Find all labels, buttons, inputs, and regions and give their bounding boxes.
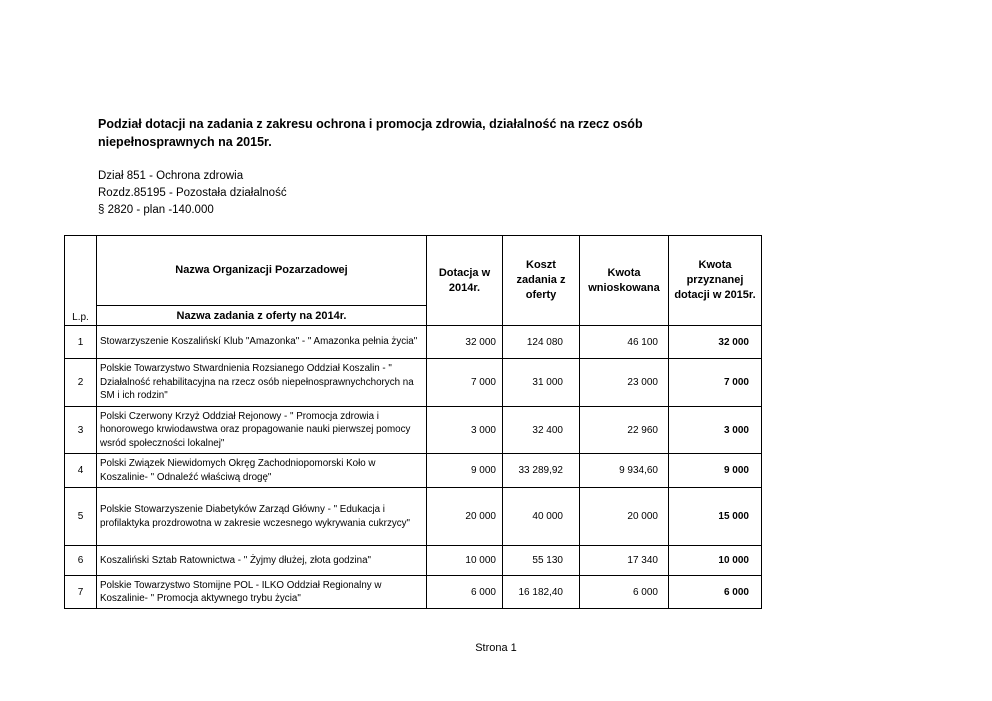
row-name: Polski Czerwony Krzyż Oddział Rejonowy - " Promocja zdrowia i honorowego krwiodawstwa oraz propagowanie nauki pierwszej pomocy wsród społeczności lokalnej" xyxy=(97,407,427,454)
row-koszt: 31 000 xyxy=(503,359,580,407)
row-dotacja: 3 000 xyxy=(427,407,503,454)
row-name: Polskie Towarzystwo Stwardnienia Rozsianego Oddział Koszalin - " Działalność rehabilitacyjna na rzecz osób niepełnosprawnychchorych na SM i ich rodzin" xyxy=(97,359,427,407)
header-kwota-przyznana: Kwota przyznanej dotacji w 2015r. xyxy=(669,236,762,326)
row-dotacja: 7 000 xyxy=(427,359,503,407)
header-org-name: Nazwa Organizacji Pozarzadowej xyxy=(97,236,427,306)
row-przyznana: 15 000 xyxy=(669,488,762,546)
dzial-line: Dział 851 - Ochrona zdrowia xyxy=(98,170,244,182)
row-koszt: 40 000 xyxy=(503,488,580,546)
row-przyznana: 6 000 xyxy=(669,576,762,609)
row-name: Koszaliński Sztab Ratownictwa - " Żyjmy dłużej, złota godzina" xyxy=(97,546,427,576)
row-koszt: 16 182,40 xyxy=(503,576,580,609)
row-lp: 6 xyxy=(65,546,97,576)
row-przyznana: 9 000 xyxy=(669,454,762,488)
row-przyznana: 7 000 xyxy=(669,359,762,407)
header-dotacja-2014: Dotacja w 2014r. xyxy=(427,236,503,326)
row-lp: 7 xyxy=(65,576,97,609)
grant-table xyxy=(64,235,762,609)
row-wnioskowana: 6 000 xyxy=(580,576,669,609)
row-wnioskowana: 22 960 xyxy=(580,407,669,454)
row-lp: 1 xyxy=(65,326,97,359)
row-name: Polskie Stowarzyszenie Diabetyków Zarząd Główny - " Edukacja i profilaktyka prozdrowotna w zakresie wczesnego wykrywania cukrzycy" xyxy=(97,488,427,546)
row-wnioskowana: 46 100 xyxy=(580,326,669,359)
row-name: Polski Związek Niewidomych Okręg Zachodniopomorski Koło w Koszalinie- " Odnaleźć właściwą drogę" xyxy=(97,454,427,488)
row-koszt: 33 289,92 xyxy=(503,454,580,488)
table-row xyxy=(65,407,762,454)
row-lp: 3 xyxy=(65,407,97,454)
header-lp: L.p. xyxy=(65,236,97,326)
row-przyznana: 10 000 xyxy=(669,546,762,576)
row-lp: 4 xyxy=(65,454,97,488)
row-dotacja: 20 000 xyxy=(427,488,503,546)
row-wnioskowana: 9 934,60 xyxy=(580,454,669,488)
paragraph-plan-line: § 2820 - plan -140.000 xyxy=(98,204,214,216)
row-dotacja: 6 000 xyxy=(427,576,503,609)
header-task-name: Nazwa zadania z oferty na 2014r. xyxy=(97,306,427,326)
row-name: Stowarzyszenie Koszalińskí Klub "Amazonka" - " Amazonka pełnia życia" xyxy=(97,326,427,359)
budget-classification xyxy=(98,168,287,219)
row-wnioskowana: 20 000 xyxy=(580,488,669,546)
row-dotacja: 10 000 xyxy=(427,546,503,576)
header-koszt-zadania: Koszt zadania z oferty xyxy=(503,236,580,326)
table-row xyxy=(65,488,762,546)
row-koszt: 32 400 xyxy=(503,407,580,454)
row-lp: 5 xyxy=(65,488,97,546)
row-name: Polskie Towarzystwo Stomijne POL - ILKO Oddział Regionalny w Koszalinie- " Promocja aktywnego trybu życia" xyxy=(97,576,427,609)
row-dotacja: 32 000 xyxy=(427,326,503,359)
row-wnioskowana: 23 000 xyxy=(580,359,669,407)
rozdzial-line: Rozdz.85195 - Pozostała działalność xyxy=(98,187,287,199)
row-dotacja: 9 000 xyxy=(427,454,503,488)
row-wnioskowana: 17 340 xyxy=(580,546,669,576)
row-lp: 2 xyxy=(65,359,97,407)
table-row xyxy=(65,454,762,488)
table-row xyxy=(65,546,762,576)
table-row xyxy=(65,326,762,359)
table-row xyxy=(65,359,762,407)
table-header-row xyxy=(65,236,762,306)
row-koszt: 55 130 xyxy=(503,546,580,576)
page-title: Podział dotacji na zadania z zakresu ochrona i promocja zdrowia, działalność na rzecz osób niepełnosprawnych na 2015r. xyxy=(98,117,643,149)
page-number: Strona 1 xyxy=(475,642,517,654)
row-przyznana: 32 000 xyxy=(669,326,762,359)
row-koszt: 124 080 xyxy=(503,326,580,359)
table-row xyxy=(65,576,762,609)
header-kwota-wnioskowana: Kwota wnioskowana xyxy=(580,236,669,326)
row-przyznana: 3 000 xyxy=(669,407,762,454)
